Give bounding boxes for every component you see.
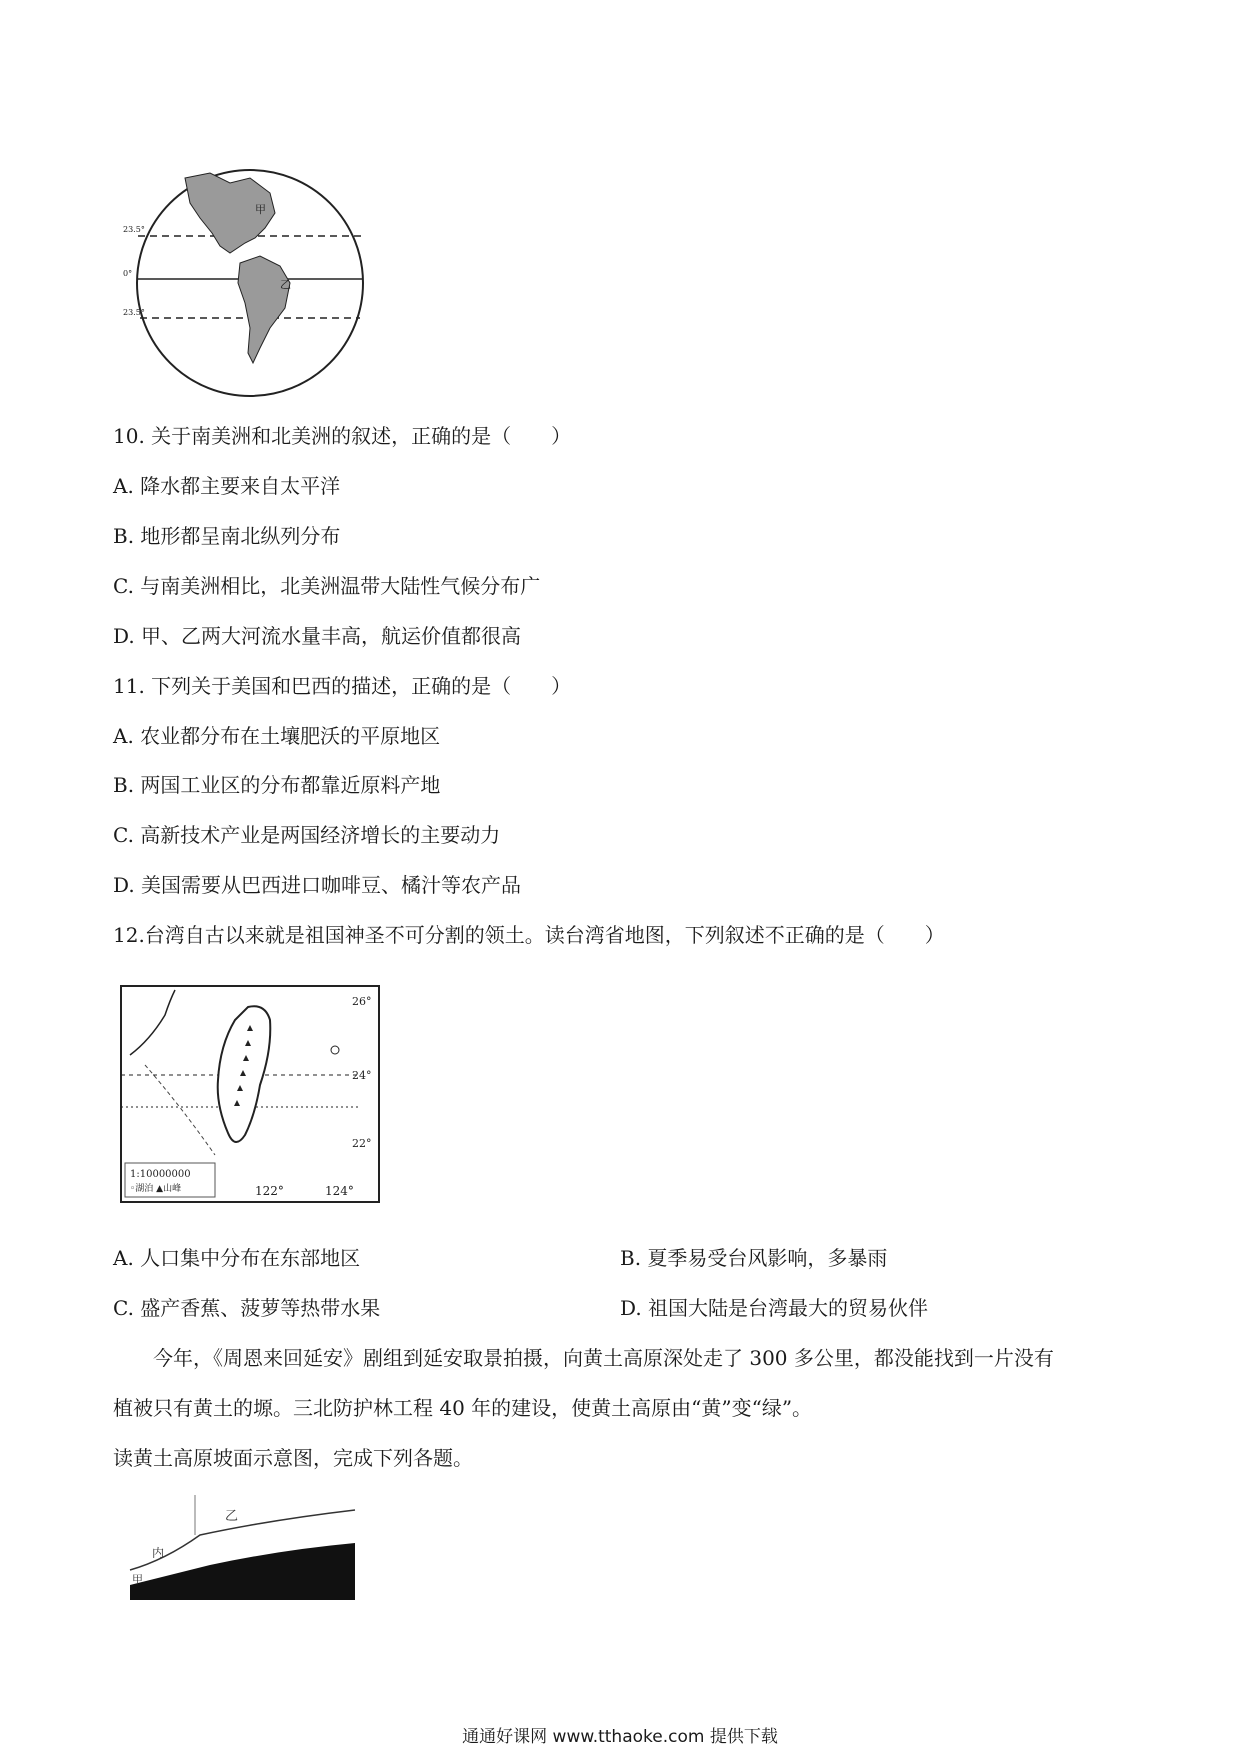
globe-label-yi: 乙 xyxy=(280,278,291,291)
q11-option-c: C. 高新技术产业是两国经济增长的主要动力 xyxy=(113,823,501,847)
q11-stem: 11. 下列关于美国和巴西的描述，正确的是（ ） xyxy=(113,674,572,698)
taiwan-lon-124: 124° xyxy=(325,1184,354,1198)
q10-option-d: D. 甲、乙两大河流水量丰高，航运价值都很高 xyxy=(113,624,522,648)
page-footer: 通通好课网 www.tthaoke.com 提供下载 xyxy=(462,1727,778,1747)
loess-slope-figure xyxy=(130,1495,355,1600)
slope-label-nei: 内 xyxy=(152,1546,165,1560)
q12-option-c: C. 盛产香蕉、菠萝等热带水果 xyxy=(113,1296,381,1320)
taiwan-lat-24: 24° xyxy=(352,1069,372,1082)
q11-option-a: A. 农业都分布在土壤肥沃的平原地区 xyxy=(113,724,441,748)
taiwan-lon-122: 122° xyxy=(255,1184,284,1198)
q10-option-b: B. 地形都呈南北纵列分布 xyxy=(113,524,341,548)
taiwan-lat-22: 22° xyxy=(352,1137,372,1150)
passage-line-1: 今年，《周恩来回延安》剧组到延安取景拍摄，向黄土高原深处走了 300 多公里，都没能找到一片没有 xyxy=(153,1346,1054,1370)
q12-stem: 12.台湾自古以来就是祖国神圣不可分割的领土。读台湾省地图，下列叙述不正确的是（ ） xyxy=(113,923,945,947)
lat-north-label: 23.5° xyxy=(123,225,145,234)
q12-option-d: D. 祖国大陆是台湾最大的贸易伙伴 xyxy=(620,1296,929,1320)
q11-option-b: B. 两国工业区的分布都靠近原料产地 xyxy=(113,773,441,797)
q10-stem: 10. 关于南美洲和北美洲的叙述，正确的是（ ） xyxy=(113,424,572,448)
slope-label-jia: 甲 xyxy=(132,1573,143,1586)
q12-option-a: A. 人口集中分布在东部地区 xyxy=(113,1246,361,1270)
globe-label-jia: 甲 xyxy=(255,203,266,216)
taiwan-map xyxy=(120,985,380,1203)
americas-globe-map xyxy=(120,158,380,408)
q11-option-d: D. 美国需要从巴西进口咖啡豆、橘汁等农产品 xyxy=(113,873,522,897)
lat-south-label: 23.5° xyxy=(123,308,145,317)
lat-equator-label: 0° xyxy=(123,269,133,278)
q10-option-c: C. 与南美洲相比，北美洲温带大陆性气候分布广 xyxy=(113,574,541,598)
taiwan-lat-26: 26° xyxy=(352,995,372,1008)
passage-line-2: 植被只有黄土的塬。三北防护林工程 40 年的建设，使黄土高原由“黄”变“绿”。 xyxy=(113,1396,813,1420)
q10-option-a: A. 降水都主要来自太平洋 xyxy=(113,474,341,498)
taiwan-map-scale: 1:10000000 xyxy=(130,1169,191,1180)
taiwan-map-legend: ◦湖泊 ▲山峰 xyxy=(130,1184,182,1194)
passage-prompt: 读黄土高原坡面示意图，完成下列各题。 xyxy=(113,1446,473,1470)
q12-option-b: B. 夏季易受台风影响，多暴雨 xyxy=(620,1246,888,1270)
slope-label-yi: 乙 xyxy=(225,1509,239,1524)
